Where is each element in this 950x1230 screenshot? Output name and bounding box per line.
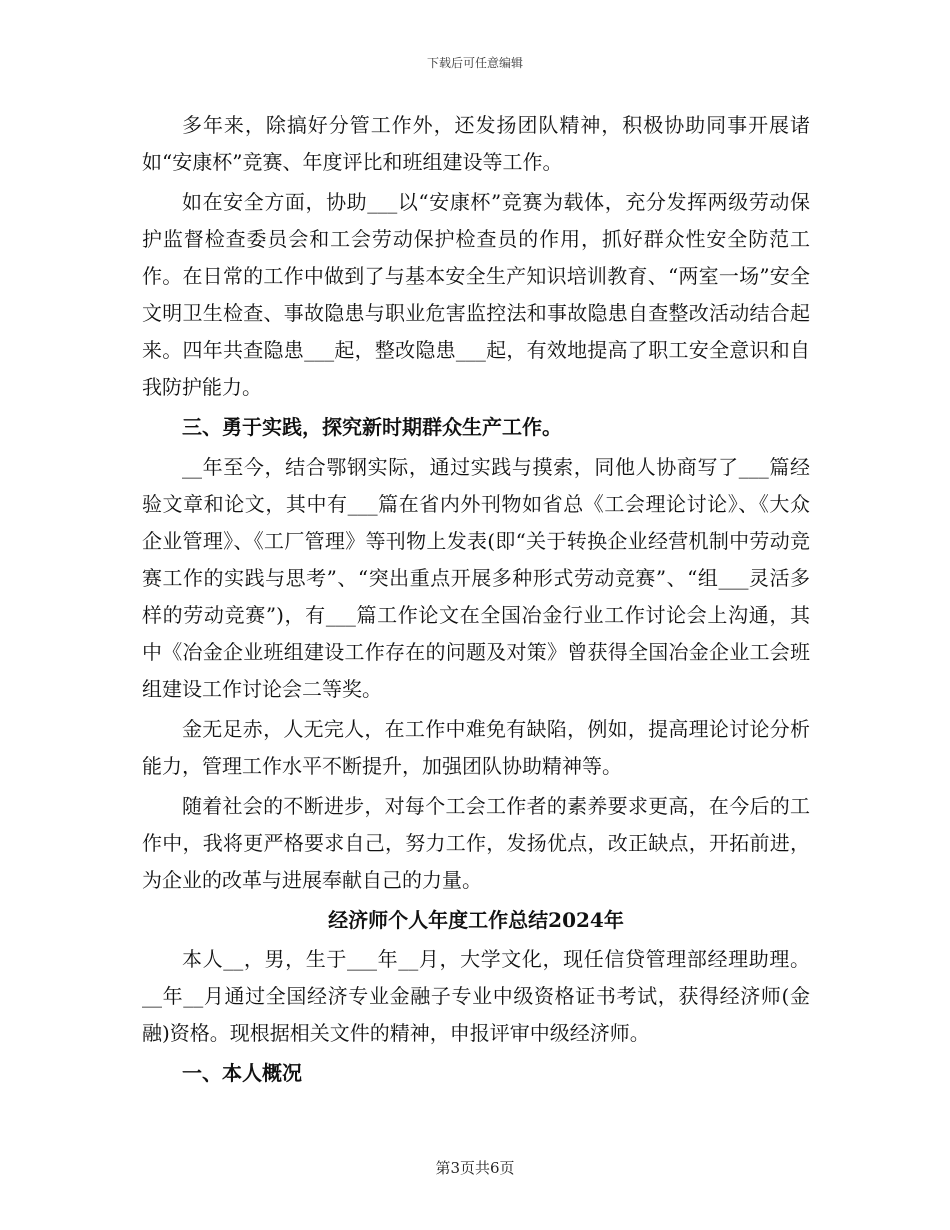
- paragraph-papers: __年至今，结合鄂钢实际，通过实践与摸索，同他人协商写了___篇经验文章和论文，其中有___篇在省内外刊物如省总《工会理论讨论》、《大众企业管理》、《工厂管理》等刊物上发表(即“关于转换企业经营机制中劳动竞赛工作的实践与思考”、“突出重点开展多种形式劳动竞赛”、“组___灵活多样的劳动竞赛”)，有___篇工作论文在全国冶金行业工作讨论会上沟通，其中《冶金企业班组建设工作存在的问题及对策》曾获得全国冶金企业工会班组建设工作讨论会二等奖。: [142, 455, 810, 701]
- paragraph-outlook: 随着社会的不断进步，对每个工会工作者的素养要求更高，在今后的工作中，我将更严格要求自己，努力工作，发扬优点，改正缺点，开拓前进，为企业的改革与进展奉献自己的力量。: [142, 794, 810, 892]
- page-number: 第3页共6页: [435, 1159, 515, 1177]
- paragraph-teamwork: 多年来，除搞好分管工作外，还发扬团队精神，积极协助同事开展诸如“安康杯”竞赛、年度评比和班组建设等工作。: [142, 113, 810, 174]
- document-body: [142, 107, 810, 1095]
- heading-practice: 三、勇于实践，探究新时期群众生产工作。: [182, 415, 562, 439]
- section-title: 经济师个人年度工作总结2024年: [328, 908, 624, 932]
- paragraph-intro: 本人__，男，生于___年__月，大学文化，现任信贷管理部经理助理。__年__月通过全国经济专业金融子专业中级资格证书考试，获得经济师(金融)资格。现根据相关文件的精神，申报评审中级经济师。: [142, 947, 810, 1045]
- page-header-note: 下载后可任意编辑: [426, 56, 523, 70]
- paragraph-safety: 如在安全方面，协助___以“安康杯”竞赛为载体，充分发挥两级劳动保护监督检查委员会和工会劳动保护检查员的作用，抓好群众性安全防范工作。在日常的工作中做到了与基本安全生产知识培训教育、“两室一场”安全文明卫生检查、事故隐患与职业危害监控法和事故隐患自查整改活动结合起来。四年共查隐患___起，整改隐患___起，有效地提高了职工安全意识和自我防护能力。: [142, 190, 810, 399]
- paragraph-shortcomings: 金无足赤，人无完人，在工作中难免有缺陷，例如，提高理论讨论分析能力，管理工作水平不断提升，加强团队协助精神等。: [142, 717, 810, 778]
- heading-overview: 一、本人概况: [182, 1061, 302, 1085]
